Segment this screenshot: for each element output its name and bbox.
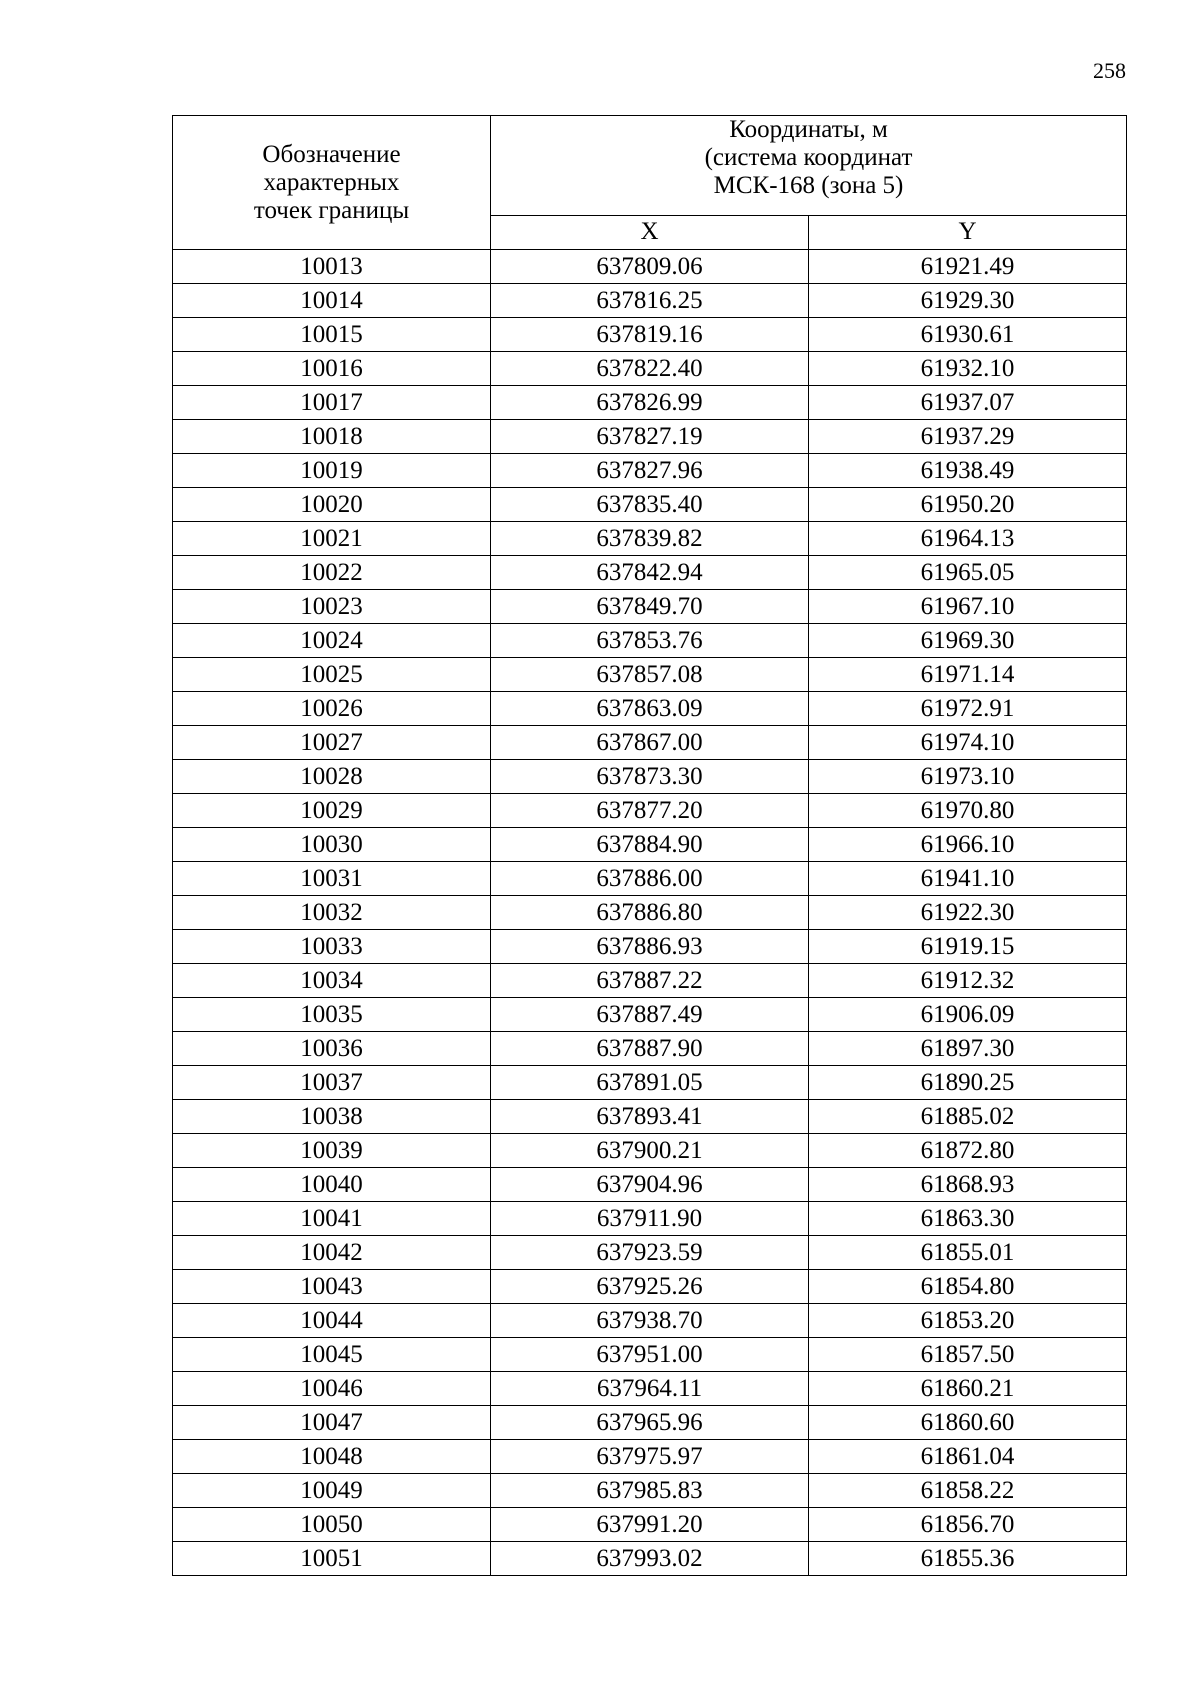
point-label-line: характерных [263, 168, 400, 196]
page-number: 258 [1093, 58, 1126, 83]
table-row [173, 1134, 1127, 1168]
point-id-cell: 10041 [173, 1202, 491, 1236]
x-coordinate-cell: 637985.83 [491, 1474, 809, 1508]
x-coordinate-cell: 637925.26 [491, 1270, 809, 1304]
x-coordinate-cell: 637857.08 [491, 658, 809, 692]
table-row [173, 318, 1127, 352]
x-coordinate-cell: 637923.59 [491, 1236, 809, 1270]
y-coordinate-cell: 61860.60 [809, 1406, 1127, 1440]
y-coordinate-cell: 61868.93 [809, 1168, 1127, 1202]
point-id-cell: 10048 [173, 1440, 491, 1474]
point-id-cell: 10022 [173, 556, 491, 590]
table-row [173, 1168, 1127, 1202]
x-coordinate-cell: 637827.96 [491, 454, 809, 488]
x-coordinate-cell: 637884.90 [491, 828, 809, 862]
table-body [173, 250, 1127, 1576]
point-id-cell: 10047 [173, 1406, 491, 1440]
y-coordinate-cell: 61966.10 [809, 828, 1127, 862]
table-row [173, 1372, 1127, 1406]
y-coordinate-cell: 61932.10 [809, 352, 1127, 386]
point-id-cell: 10014 [173, 284, 491, 318]
coords-label-line: МСК-168 (зона 5) [713, 172, 904, 199]
x-coordinate-cell: 637819.16 [491, 318, 809, 352]
x-coordinate-cell: 637951.00 [491, 1338, 809, 1372]
table-row [173, 1202, 1127, 1236]
y-coordinate-cell: 61853.20 [809, 1304, 1127, 1338]
point-id-cell: 10046 [173, 1372, 491, 1406]
x-coordinate-cell: 637964.11 [491, 1372, 809, 1406]
x-coordinate-cell: 637911.90 [491, 1202, 809, 1236]
point-id-cell: 10031 [173, 862, 491, 896]
table-row [173, 1304, 1127, 1338]
x-coordinate-cell: 637849.70 [491, 590, 809, 624]
x-coordinate-cell: 637886.80 [491, 896, 809, 930]
table-row [173, 896, 1127, 930]
table-row [173, 488, 1127, 522]
point-id-cell: 10027 [173, 726, 491, 760]
y-coordinate-cell: 61854.80 [809, 1270, 1127, 1304]
y-coordinate-cell: 61912.32 [809, 964, 1127, 998]
point-id-cell: 10042 [173, 1236, 491, 1270]
x-coordinate-cell: 637839.82 [491, 522, 809, 556]
y-coordinate-cell: 61969.30 [809, 624, 1127, 658]
point-id-cell: 10023 [173, 590, 491, 624]
x-coordinate-cell: 637975.97 [491, 1440, 809, 1474]
x-coordinate-cell: 637867.00 [491, 726, 809, 760]
y-coordinate-cell: 61860.21 [809, 1372, 1127, 1406]
point-label-line: точек границы [253, 196, 410, 224]
point-id-cell: 10049 [173, 1474, 491, 1508]
y-coordinate-cell: 61906.09 [809, 998, 1127, 1032]
x-coordinate-cell: 637891.05 [491, 1066, 809, 1100]
y-coordinate-cell: 61857.50 [809, 1338, 1127, 1372]
table-row [173, 726, 1127, 760]
table-row [173, 556, 1127, 590]
x-coordinate-cell: 637938.70 [491, 1304, 809, 1338]
point-id-cell: 10034 [173, 964, 491, 998]
point-id-cell: 10025 [173, 658, 491, 692]
table-row [173, 828, 1127, 862]
y-coordinate-cell: 61919.15 [809, 930, 1127, 964]
point-id-cell: 10020 [173, 488, 491, 522]
table-row [173, 522, 1127, 556]
x-coordinate-cell: 637863.09 [491, 692, 809, 726]
y-coordinate-cell: 61941.10 [809, 862, 1127, 896]
table-row [173, 590, 1127, 624]
point-id-cell: 10043 [173, 1270, 491, 1304]
table-row [173, 420, 1127, 454]
x-coordinate-cell: 637887.49 [491, 998, 809, 1032]
x-coordinate-cell: 637826.99 [491, 386, 809, 420]
x-coordinate-cell: 637886.93 [491, 930, 809, 964]
y-coordinate-cell: 61863.30 [809, 1202, 1127, 1236]
point-id-cell: 10030 [173, 828, 491, 862]
coords-label-line: (система координат [704, 144, 913, 171]
x-coordinate-cell: 637835.40 [491, 488, 809, 522]
point-id-cell: 10050 [173, 1508, 491, 1542]
point-id-cell: 10039 [173, 1134, 491, 1168]
y-coordinate-cell: 61950.20 [809, 488, 1127, 522]
table-row [173, 1270, 1127, 1304]
y-coordinate-cell: 61855.01 [809, 1236, 1127, 1270]
x-coordinate-cell: 637887.22 [491, 964, 809, 998]
table-row [173, 352, 1127, 386]
y-coordinate-cell: 61937.07 [809, 386, 1127, 420]
y-coordinate-cell: 61858.22 [809, 1474, 1127, 1508]
y-coordinate-cell: 61970.80 [809, 794, 1127, 828]
x-coordinate-cell: 637827.19 [491, 420, 809, 454]
point-id-cell: 10017 [173, 386, 491, 420]
y-coordinate-cell: 61930.61 [809, 318, 1127, 352]
point-id-cell: 10032 [173, 896, 491, 930]
x-coordinate-cell: 637893.41 [491, 1100, 809, 1134]
table-row [173, 794, 1127, 828]
point-id-cell: 10024 [173, 624, 491, 658]
y-coordinate-cell: 61861.04 [809, 1440, 1127, 1474]
point-id-cell: 10019 [173, 454, 491, 488]
x-coordinate-cell: 637965.96 [491, 1406, 809, 1440]
table-row [173, 1440, 1127, 1474]
x-coordinate-cell: 637853.76 [491, 624, 809, 658]
table-row [173, 1032, 1127, 1066]
y-coordinate-cell: 61974.10 [809, 726, 1127, 760]
table-row [173, 1338, 1127, 1372]
point-id-cell: 10021 [173, 522, 491, 556]
table-row [173, 930, 1127, 964]
table-row [173, 284, 1127, 318]
y-coordinate-cell: 61971.14 [809, 658, 1127, 692]
x-column-header: X [491, 215, 809, 249]
coordinates-table [172, 115, 1127, 1576]
y-coordinate-cell: 61921.49 [809, 250, 1127, 284]
point-id-cell: 10033 [173, 930, 491, 964]
y-coordinate-cell: 61964.13 [809, 522, 1127, 556]
table-row [173, 1406, 1127, 1440]
x-coordinate-cell: 637993.02 [491, 1542, 809, 1576]
y-coordinate-cell: 61872.80 [809, 1134, 1127, 1168]
point-id-cell: 10028 [173, 760, 491, 794]
point-id-cell: 10036 [173, 1032, 491, 1066]
table-row [173, 454, 1127, 488]
x-coordinate-cell: 637887.90 [491, 1032, 809, 1066]
y-coordinate-cell: 61855.36 [809, 1542, 1127, 1576]
x-coordinate-cell: 637877.20 [491, 794, 809, 828]
y-column-header: Y [809, 215, 1127, 249]
x-coordinate-cell: 637900.21 [491, 1134, 809, 1168]
table-row [173, 1542, 1127, 1576]
y-coordinate-cell: 61938.49 [809, 454, 1127, 488]
y-coordinate-cell: 61929.30 [809, 284, 1127, 318]
table-row [173, 1100, 1127, 1134]
table-row [173, 998, 1127, 1032]
y-coordinate-cell: 61972.91 [809, 692, 1127, 726]
point-id-cell: 10038 [173, 1100, 491, 1134]
y-coordinate-cell: 61922.30 [809, 896, 1127, 930]
table-row [173, 862, 1127, 896]
table-row [173, 1508, 1127, 1542]
table-row [173, 760, 1127, 794]
y-coordinate-cell: 61937.29 [809, 420, 1127, 454]
table-row [173, 1236, 1127, 1270]
point-designation-header [173, 116, 491, 250]
point-id-cell: 10029 [173, 794, 491, 828]
point-id-cell: 10015 [173, 318, 491, 352]
y-coordinate-cell: 61856.70 [809, 1508, 1127, 1542]
y-coordinate-cell: 61967.10 [809, 590, 1127, 624]
x-coordinate-cell: 637904.96 [491, 1168, 809, 1202]
table-row [173, 624, 1127, 658]
y-coordinate-cell: 61897.30 [809, 1032, 1127, 1066]
point-id-cell: 10045 [173, 1338, 491, 1372]
table-row [173, 692, 1127, 726]
x-coordinate-cell: 637816.25 [491, 284, 809, 318]
point-id-cell: 10035 [173, 998, 491, 1032]
y-coordinate-cell: 61885.02 [809, 1100, 1127, 1134]
point-id-cell: 10013 [173, 250, 491, 284]
table-header [173, 116, 1127, 250]
x-coordinate-cell: 637991.20 [491, 1508, 809, 1542]
point-id-cell: 10018 [173, 420, 491, 454]
table-row [173, 1066, 1127, 1100]
point-id-cell: 10044 [173, 1304, 491, 1338]
x-coordinate-cell: 637886.00 [491, 862, 809, 896]
point-id-cell: 10037 [173, 1066, 491, 1100]
y-coordinate-cell: 61890.25 [809, 1066, 1127, 1100]
point-id-cell: 10016 [173, 352, 491, 386]
point-id-cell: 10051 [173, 1542, 491, 1576]
point-label-line: Обозначение [262, 140, 401, 168]
x-coordinate-cell: 637809.06 [491, 250, 809, 284]
y-coordinate-cell: 61965.05 [809, 556, 1127, 590]
coordinates-header [491, 116, 1127, 216]
table-row [173, 1474, 1127, 1508]
x-coordinate-cell: 637842.94 [491, 556, 809, 590]
table-row [173, 964, 1127, 998]
x-coordinate-cell: 637873.30 [491, 760, 809, 794]
table-row [173, 386, 1127, 420]
coords-label-line: Координаты, м [729, 116, 888, 143]
x-coordinate-cell: 637822.40 [491, 352, 809, 386]
table-row [173, 658, 1127, 692]
point-id-cell: 10026 [173, 692, 491, 726]
point-id-cell: 10040 [173, 1168, 491, 1202]
table-row [173, 250, 1127, 284]
y-coordinate-cell: 61973.10 [809, 760, 1127, 794]
